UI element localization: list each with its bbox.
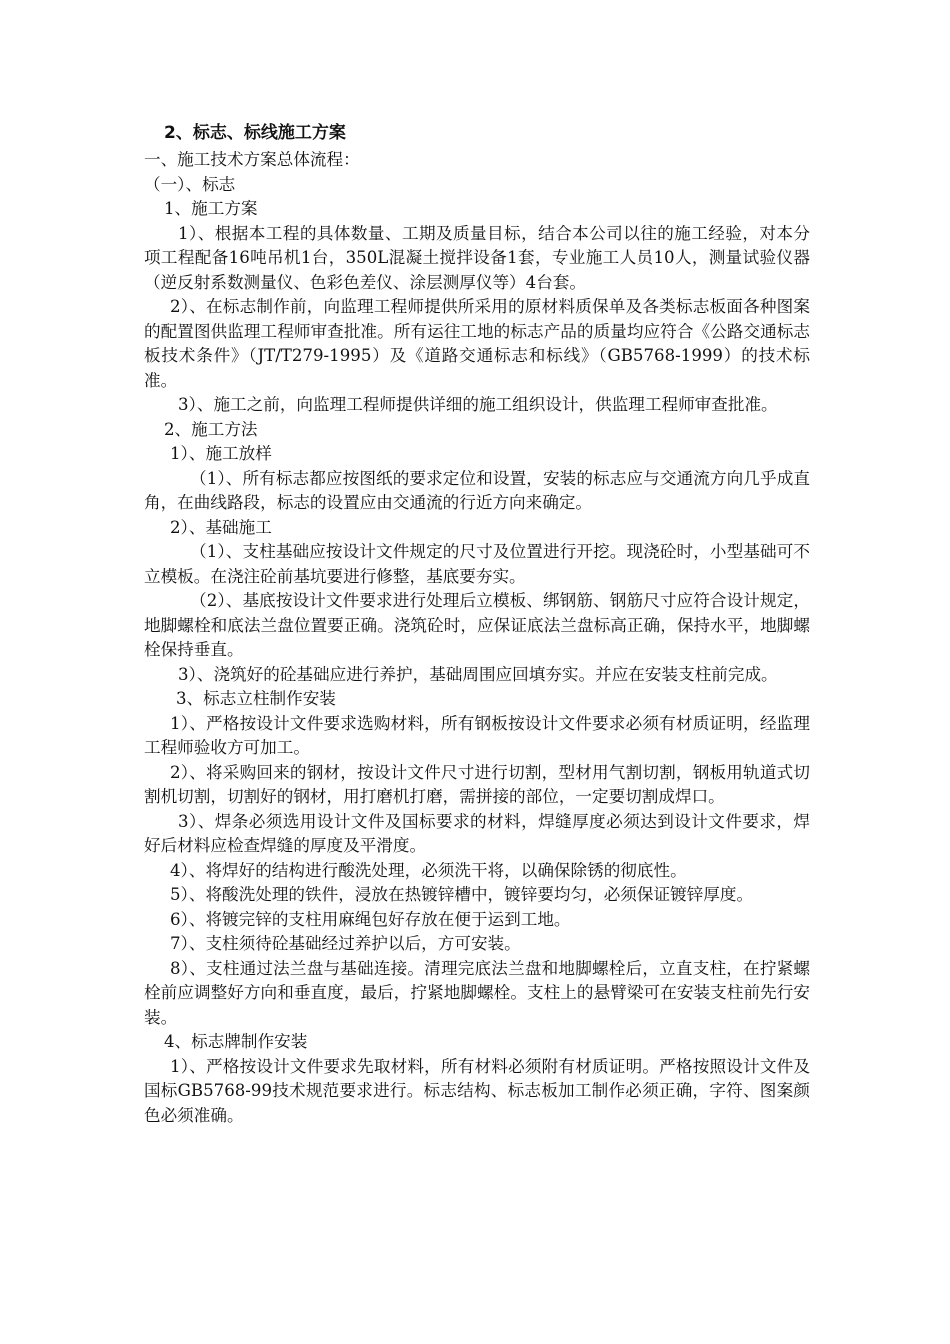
document-page [144, 118, 810, 1128]
paragraph-post-2: 2）、将采购回来的钢材，按设计文件尺寸进行切割，型材用气割切割，钢板用轨道式切割机切割，切割好的钢材，用打磨机打磨，需拼接的部位，一定要切割成焊口。 [144, 762, 810, 806]
paragraph-post-4: 4）、将焊好的结构进行酸洗处理，必须洗干将，以确保除锈的彻底性。 [170, 860, 687, 880]
paragraph-plan-1: 1）、根据本工程的具体数量、工期及质量目标，结合本公司以往的施工经验，对本分项工程配备16吨吊机1台，350L混凝土搅拌设备1套，专业施工人员10人，测量试验仪器（逆反射系数测量仪、色彩色差仪、涂层测厚仪等）4台套。 [144, 223, 810, 292]
heading-sign-board: 4、标志牌制作安装 [164, 1032, 308, 1051]
heading-staking-out: 1）、施工放样 [170, 444, 272, 463]
heading-post-fabrication: 3、标志立柱制作安装 [176, 689, 336, 708]
paragraph-foundation-2: （2）、基底按设计文件要求进行处理后立模板、绑钢筋、钢筋尺寸应符合设计规定，地脚螺栓和底法兰盘位置要正确。浇筑砼时，应保证底法兰盘标高正确，保持水平，地脚螺栓保持垂直。 [144, 591, 810, 659]
heading-foundation: 2）、基础施工 [170, 517, 272, 537]
paragraph-board-1: 1）、严格按设计文件要求先取材料，所有材料必须附有材质证明。严格按照设计文件及国标GB5768-99技术规范要求进行。标志结构、标志板加工制作必须正确，字符、图案颜色必须准确。 [144, 1056, 810, 1125]
paragraph-post-1: 1）、严格按设计文件要求选购材料，所有钢板按设计文件要求必须有材质证明，经监理工程师验收方可加工。 [144, 713, 810, 757]
heading-construction-plan: 1、施工方案 [164, 199, 258, 218]
paragraph-plan-2: 2）、在标志制作前，向监理工程师提供所采用的原材料质保单及各类标志板面各种图案的配置图供监理工程师审查批准。所有运往工地的标志产品的质量均应符合《公路交通标志板技术条件》（JT/T279-1995）及《道路交通标志和标线》（GB5768-1999）的技术标准。 [144, 297, 810, 390]
paragraph-foundation-1: （1）、支柱基础应按设计文件规定的尺寸及位置进行开挖。现浇砼时，小型基础可不立模板。在浇注砼前基坑要进行修整，基底要夯实。 [144, 542, 810, 586]
paragraph-plan-3: 3）、施工之前，向监理工程师提供详细的施工组织设计，供监理工程师审查批准。 [178, 395, 778, 414]
heading-signs: （一）、标志 [144, 174, 236, 194]
paragraph-foundation-3: 3）、浇筑好的砼基础应进行养护，基础周围应回填夯实。并应在安装支柱前完成。 [178, 664, 778, 684]
paragraph-post-3: 3）、焊条必须选用设计文件及国标要求的材料，焊缝厚度必须达到设计文件要求，焊好后材料应检查焊缝的厚度及平滑度。 [144, 811, 810, 855]
paragraph-post-5: 5）、将酸洗处理的铁件，浸放在热镀锌槽中，镀锌要均匀，必须保证镀锌厚度。 [170, 885, 754, 904]
paragraph-post-8: 8）、支柱通过法兰盘与基础连接。清理完底法兰盘和地脚螺栓后，立直支柱，在拧紧螺栓前应调整好方向和垂直度，最后，拧紧地脚螺栓。支柱上的悬臂梁可在安装支柱前先行安装。 [144, 958, 810, 1027]
section-title: 2、标志、标线施工方案 [164, 123, 346, 143]
paragraph-staking-1: （1）、所有标志都应按图纸的要求定位和设置，安装的标志应与交通流方向几乎成直角，在曲线路段，标志的设置应由交通流的行近方向来确定。 [144, 468, 810, 512]
heading-construction-method: 2、施工方法 [164, 419, 258, 439]
paragraph-post-7: 7）、支柱须待砼基础经过养护以后，方可安装。 [170, 934, 521, 953]
heading-overall-process: 一、施工技术方案总体流程： [144, 150, 360, 169]
paragraph-post-6: 6）、将镀完锌的支柱用麻绳包好存放在便于运到工地。 [170, 909, 571, 929]
